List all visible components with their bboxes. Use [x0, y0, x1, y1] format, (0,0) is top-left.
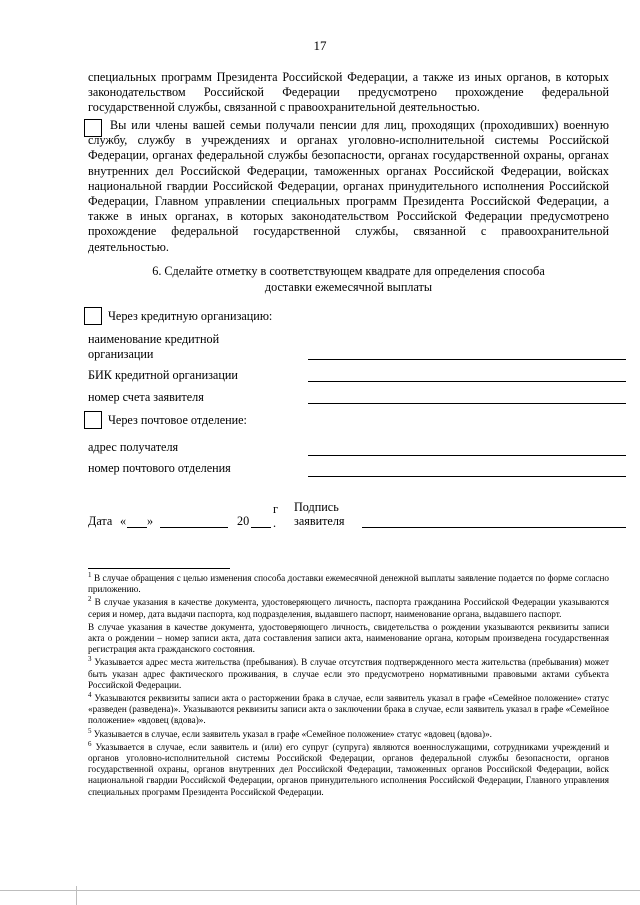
signature-field[interactable] [362, 527, 626, 528]
section-heading [88, 264, 609, 295]
date-quote-close: » [147, 514, 154, 528]
footnote-text: Указываются реквизиты записи акта о расторжении брака в случае, если заявитель указал в графе «Семейное положение» статус «разведен (разведена)». Указываются реквизиты записи акта о заключении брака в случае, если заявитель указал в графе «Семейное положение» «вдовец (вдова)». [88, 693, 609, 726]
section-heading-line1: 6. Сделайте отметку в соответствующем квадрате для определения способа [152, 264, 545, 278]
footnote-text: В случае указания в качестве документа, удостоверяющего личность, свидетельства о рождении указываются реквизиты записи акта о рождении – номер записи акта, дата составления записи акта, наименование органа, которым произведена государственная регистрация акта гражданского состояния. [88, 621, 609, 655]
footnote-mark: 5 [88, 726, 92, 735]
recipient-address-label: адрес получателя [88, 440, 179, 454]
footnote-text: В случае обращения с целью изменения способа доставки ежемесячной денежной выплаты заявление подается по форме согласно приложению. [88, 573, 610, 595]
footnote [88, 739, 609, 798]
account-label: номер счета заявителя [88, 390, 204, 404]
footnote-mark: 1 [88, 570, 92, 579]
footnote-mark: 4 [88, 690, 92, 699]
date-year-prefix: 20 [237, 514, 250, 528]
footnote-mark: 6 [88, 739, 92, 748]
footnote-text: Указывается в случае, если заявитель указал в графе «Семейное положение» статус «вдовец (вдова)». [93, 728, 492, 739]
date-year-g: г [273, 502, 278, 516]
bik-label: БИК кредитной организации [88, 368, 238, 382]
footnote [88, 657, 609, 691]
footnotes [88, 570, 610, 800]
date-day-field[interactable] [127, 527, 147, 528]
date-month-field[interactable] [160, 527, 228, 528]
footnote-text: Указывается в случае, если заявитель и (или) его супруг (супруга) являются военнослужащими, сотрудниками учреждений и органов уголовно-исполнительной системы Российской Федерации, органов федеральной службы безопасности, органов государственной охраны, органов внутренних дел Российской Федерации, таможенных органов Российской Федерации, войск национальной гвардии Российской Федерации, органов принудительного исполнения Российской Федерации, Главного управления специальных программ Президента Российской Федерации. [88, 741, 609, 797]
scan-edge-line [0, 890, 640, 891]
post-office-number-label: номер почтового отделения [88, 461, 231, 475]
footnote [88, 622, 609, 656]
org-name-field[interactable] [308, 359, 626, 360]
footnote-text: В случае указания в качестве документа, удостоверяющего личность, паспорта гражданина Российской Федерации указываются серия и номер, дата выдачи паспорта, код подразделения, выдавшего паспорт, наименование органа, выдавшего паспорт. [88, 597, 609, 619]
credit-org-option-label: Через кредитную организацию: [108, 309, 273, 323]
bik-field[interactable] [308, 381, 626, 382]
signature-label-line2: заявителя [294, 514, 345, 528]
section-heading-line2: доставки ежемесячной выплаты [264, 279, 433, 294]
page-number: 17 [313, 38, 327, 53]
recipient-address-field[interactable] [308, 455, 626, 456]
signature-label-line1: Подпись [294, 500, 339, 514]
footnote-separator [88, 568, 230, 569]
post-office-number-field[interactable] [308, 476, 626, 477]
date-year-field[interactable] [251, 527, 271, 528]
footnote-text: Указывается адрес места жительства (пребывания). В случае отсутствия подтвержденного места жительства (пребывания) может быть указан адрес фактического проживания, в случае если это предусмотрено нормативными правовыми актами субъекта Российской Федерации. [88, 657, 609, 690]
date-year-dot: . [273, 516, 277, 530]
credit-org-checkbox[interactable] [84, 307, 102, 325]
footnote [88, 597, 609, 619]
post-office-option-label: Через почтовое отделение: [108, 413, 247, 427]
paragraph-pension: Вы или члены вашей семьи получали пенсии для лиц, проходящих (проходивших) военную службу, службу в учреждениях и органах уголовно-исполнительной системы Российской Федерации, органах федеральной службы безопасности, органах государственной охраны, органах внутренних дел Российской Федерации, таможенных органах Российской Федерации, войсках национальной гвардии Российской Федерации, органах принудительного исполнения Российской Федерации, Главном управлении специальных программ Президента Российской Федерации, а также в иных органах, в которых законодательством Российской Федерации предусмотрено прохождение федеральной государственной службы, связанной с правоохранительной деятельностью. [88, 118, 609, 254]
footnote [88, 570, 610, 595]
footnote [88, 726, 609, 740]
date-quote-open: « [120, 514, 127, 528]
post-office-checkbox[interactable] [84, 411, 102, 429]
scan-edge-tick [76, 886, 77, 905]
footnote [88, 690, 609, 727]
account-field[interactable] [308, 403, 626, 404]
paragraph-continuation: специальных программ Президента Российской Федерации, а также из иных органов, в которых законодательством Российской Федерации предусмотрено прохождение федеральной государственной службы, связанной с правоохранительной деятельностью. [88, 70, 609, 115]
org-name-label: наименование кредитной организации [88, 332, 220, 361]
footnote-mark: 3 [88, 655, 92, 664]
date-label: Дата [88, 514, 113, 528]
footnote-mark: 2 [88, 595, 92, 604]
